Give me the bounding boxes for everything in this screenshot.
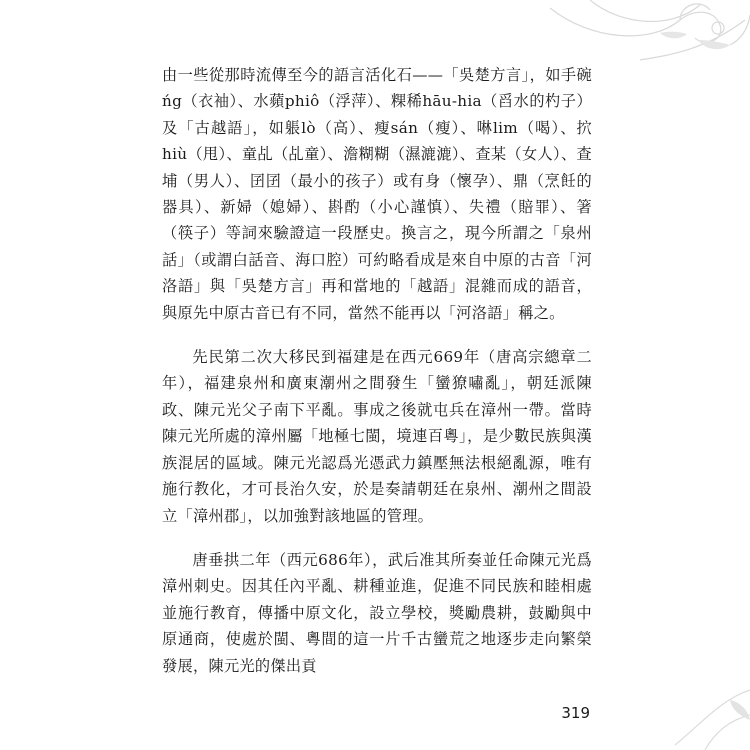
floral-ornament-icon <box>530 0 750 70</box>
paragraph-1: 由一些從那時流傳至今的語言活化石——「吳楚方言」，如手碗ńg（衣袖）、水蘋phiô（浮萍）、粿稀hāu-hia（舀水的杓子）及「古越語」，如躼lò（高）、瘦sán（瘦）、啉lim（喝）、㧒hiù（甩）、童乩（乩童）、澹糊糊（濕漉漉）、查某（女人）、查埔（男人）、囝囝（最小的孩子）或有身（懷孕）、鼎（烹飪的器具）、新婦（媳婦）、斟酌（小心謹慎）、失禮（賠罪）、箸（筷子）等詞來驗證這一段歷史。換言之，現今所謂之「泉州話」（或謂白話音、海口腔）可約略看成是來自中原的古音「河洛語」與「吳楚方言」再和當地的「越語」混雜而成的語音，與原先中原古音已有不同，當然不能再以「河洛語」稱之。 <box>162 66 592 322</box>
page-number: 319 <box>561 704 590 722</box>
corner-swirl-icon <box>580 670 750 750</box>
body-text <box>162 62 592 697</box>
paragraph-3: 唐垂拱二年（西元686年），武后准其所奏並任命陳元光爲漳州刺史。因其任內平亂、耕種並進，促進不同民族和睦相處並施行教育，傳播中原文化，設立學校，獎勵農耕，鼓勵與中原通商，使處於閩、粵間的這一片千古蠻荒之地逐步走向繁榮發展，陳元光的傑出貢 <box>162 550 592 675</box>
paragraph-2: 先民第二次大移民到福建是在西元669年（唐高宗總章二年），福建泉州和廣東潮州之間發生「蠻獠嘯亂」，朝廷派陳政、陳元光父子南下平亂。事成之後就屯兵在漳州一帶。當時陳元光所處的漳州屬「地極七閩，境連百粵」，是少數民族與漢族混居的區域。陳元光認爲光憑武力鎮壓無法根絕亂源，唯有施行教化，才可長治久安，於是奏請朝廷在泉州、潮州之間設立「漳州郡」，以加強對該地區的管理。 <box>162 348 592 525</box>
